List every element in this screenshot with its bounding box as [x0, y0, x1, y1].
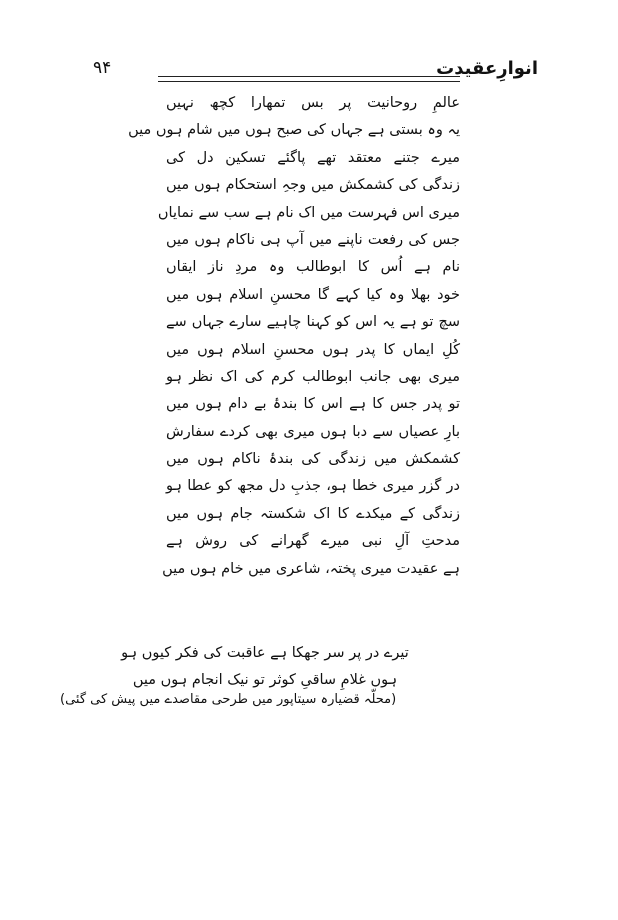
verse-line: تو پدر جس کا ہے اس کا بندۂ بے دام ہوں میں	[166, 396, 460, 413]
header-rule-bottom	[158, 81, 460, 82]
closing-line: تیرے در پر سر جھکا ہے عاقبت کی فکر کیوں ہو	[121, 645, 409, 661]
poem-verses	[128, 90, 460, 583]
book-title: انوارِعقیدت	[436, 58, 538, 79]
verse-line: یہ وہ بستی ہے جہاں کی صبح ہوں میں شام ہوں میں	[128, 122, 460, 139]
page-number: ۹۴	[93, 58, 112, 78]
verse-line: میری بھی جانب ابوطالب کرم کی اک نظر ہو	[166, 368, 460, 385]
verse-line: جس کی رفعت ناپنے میں آپ ہی ناکام ہوں میں	[166, 231, 460, 248]
verse-line: زندگی کی کشمکش میں وجہِ استحکام ہوں میں	[166, 177, 460, 194]
closing-couplet	[120, 640, 410, 695]
verse-line: میری اس فہرست میں اک نام ہے سب سے نمایاں	[157, 204, 460, 221]
verse-line: ہے عقیدت میری پختہ، شاعری میں خام ہوں میں	[162, 560, 460, 577]
verse-line: خود بھلا وہ کیا کہے گا محسنِ اسلام ہوں میں	[166, 286, 460, 303]
header-rule-top	[158, 76, 460, 77]
poem-footnote: (محلّہ قضیارہ سیتاپور میں طرحی مقاصدے میں پیش کی گئی)	[60, 692, 397, 707]
page-header	[0, 58, 618, 88]
verse-line: نام ہے اُس کا ابوطالب وہ مردِ ناز ایقاں	[166, 259, 460, 276]
verse-line: زندگی کے میکدے کا اک شکستہ جام ہوں میں	[166, 505, 460, 522]
verse-line: عالمِ روحانیت پر بس تمھارا کچھ نہیں	[166, 95, 460, 111]
verse-line: مدحتِ آلِ نبی میرے گھرانے کی روش ہے	[166, 533, 460, 550]
verse-line: کشمکش میں زندگی کی بندۂ ناکام ہوں میں	[166, 451, 460, 468]
verse-line: سچ تو ہے یہ اس کو کہنا چاہیے سارے جہاں سے	[166, 314, 460, 331]
verse-line: میرے جتنے معتقد تھے پاگئے تسکین دل کی	[166, 149, 460, 166]
verse-line: در گزر میری خطا ہو، جذبِ دل مجھ کو عطا ہو	[166, 478, 460, 495]
closing-line: ہوں غلامِ ساقیِ کوثر تو نیک انجام ہوں میں	[132, 672, 398, 689]
verse-line: کُلِ ایماں کا پدر ہوں محسنِ اسلام ہوں میں	[166, 341, 460, 358]
verse-line: بارِ عصیاں سے دبا ہوں میری بھی کردے سفارش	[166, 423, 460, 440]
